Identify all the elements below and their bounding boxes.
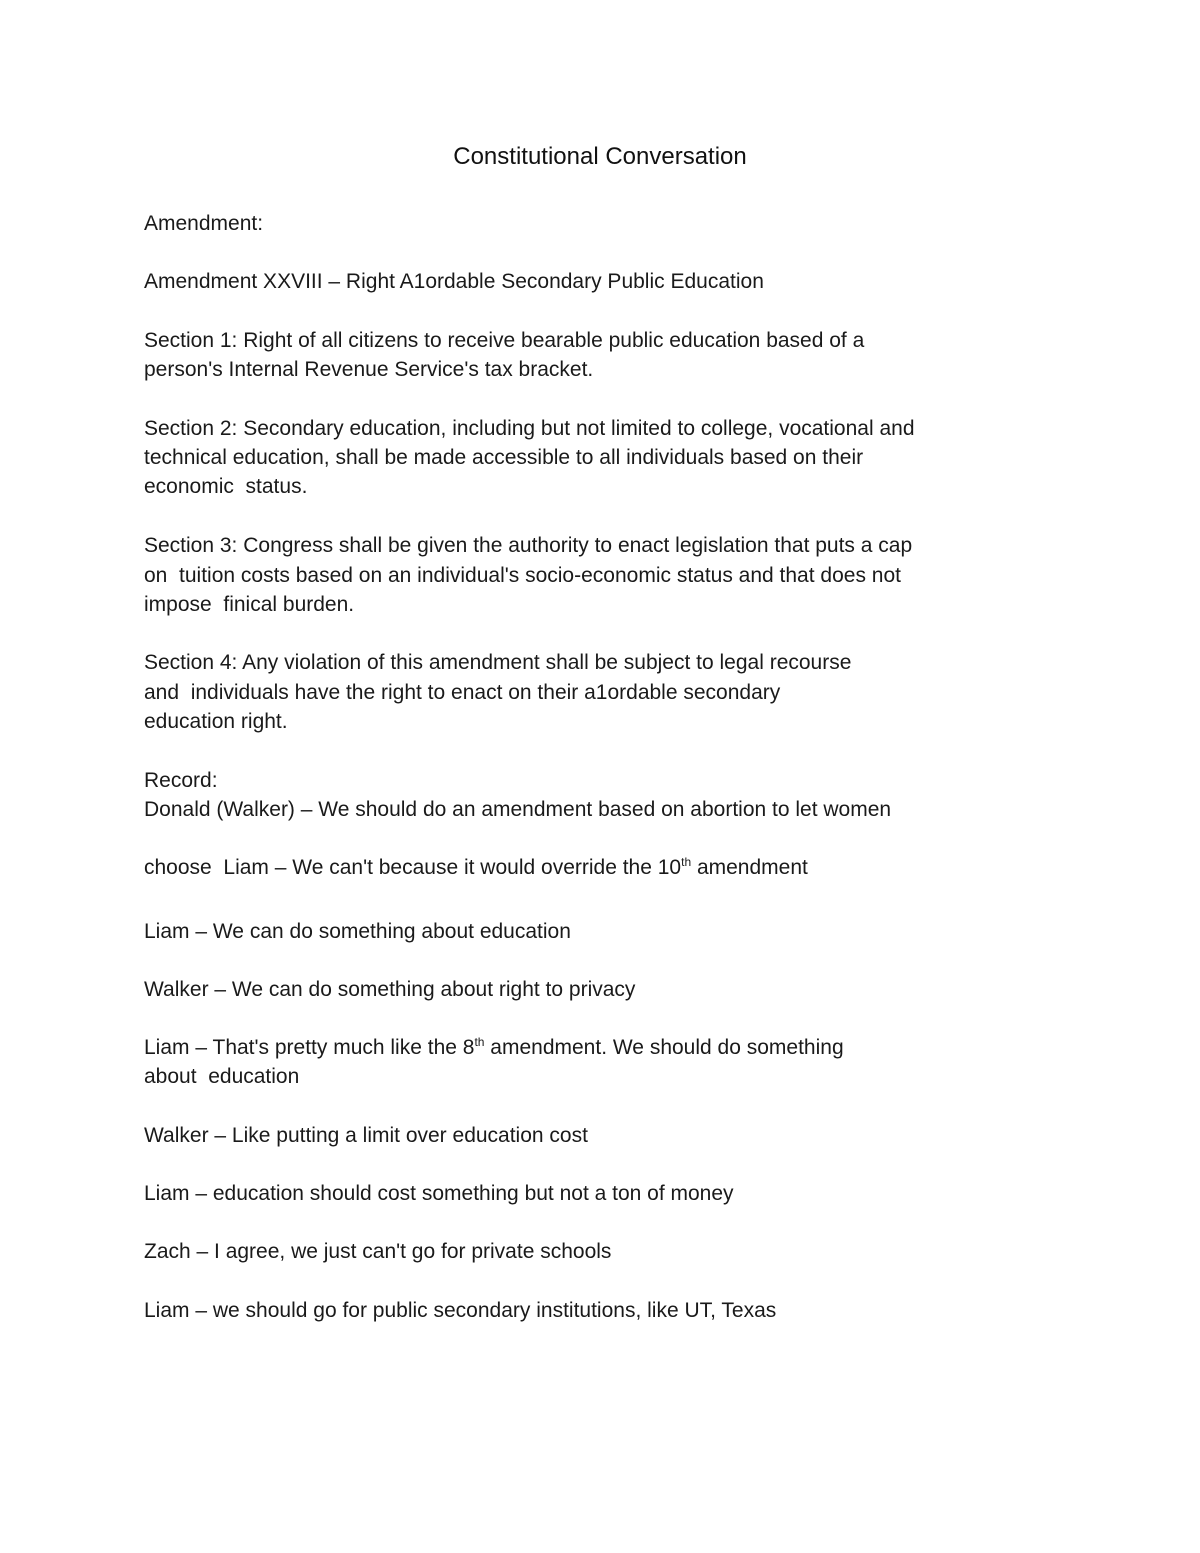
record-entry: Liam – we should go for public secondary institutions, like UT, Texas — [144, 1299, 777, 1322]
section-2-line-2: technical education, shall be made accessible to all individuals based on their — [144, 446, 864, 469]
section-3-line-3: impose finical burden. — [144, 593, 355, 616]
section-4-line-3: education right. — [144, 710, 288, 733]
section-2-line-3: economic status. — [144, 475, 308, 498]
record-entry: Liam – We can do something about education — [144, 920, 571, 943]
record-label: Record: — [144, 769, 218, 792]
record-entry: Walker – Like putting a limit over education cost — [144, 1124, 588, 1147]
section-1-line-1: Section 1: Right of all citizens to receive bearable public education based of a — [144, 329, 865, 352]
record-entry — [144, 1034, 844, 1062]
record-entry: Walker – We can do something about right to privacy — [144, 978, 636, 1001]
record-entry: Zach – I agree, we just can't go for private schools — [144, 1240, 612, 1263]
record-entry-text: amendment — [691, 856, 808, 879]
section-3-line-1: Section 3: Congress shall be given the authority to enact legislation that puts a cap — [144, 534, 913, 557]
amendment-heading: Amendment XXVIII – Right A1ordable Secondary Public Education — [144, 270, 764, 293]
section-4-line-1: Section 4: Any violation of this amendment shall be subject to legal recourse — [144, 651, 852, 674]
record-entry-text: choose Liam – We can't because it would override the 10 — [144, 856, 682, 879]
ordinal-suffix: th — [474, 1035, 485, 1049]
record-entry: Liam – education should cost something but not a ton of money — [144, 1182, 734, 1205]
record-entry-text: amendment. We should do something — [484, 1036, 844, 1059]
record-entry — [144, 854, 808, 882]
section-3-line-2: on tuition costs based on an individual's socio-economic status and that does not — [144, 564, 901, 587]
ordinal-suffix: th — [681, 855, 692, 869]
record-entry-text: Liam – That's pretty much like the 8 — [144, 1036, 475, 1059]
section-4-line-2: and individuals have the right to enact on their a1ordable secondary — [144, 681, 781, 704]
record-entry: Donald (Walker) – We should do an amendment based on abortion to let women — [144, 798, 892, 821]
amendment-label: Amendment: — [144, 212, 264, 235]
section-1-line-2: person's Internal Revenue Service's tax bracket. — [144, 358, 594, 381]
section-2-line-1: Section 2: Secondary education, including but not limited to college, vocational and — [144, 417, 915, 440]
document-title: Constitutional Conversation — [453, 143, 747, 170]
record-entry: about education — [144, 1065, 300, 1088]
